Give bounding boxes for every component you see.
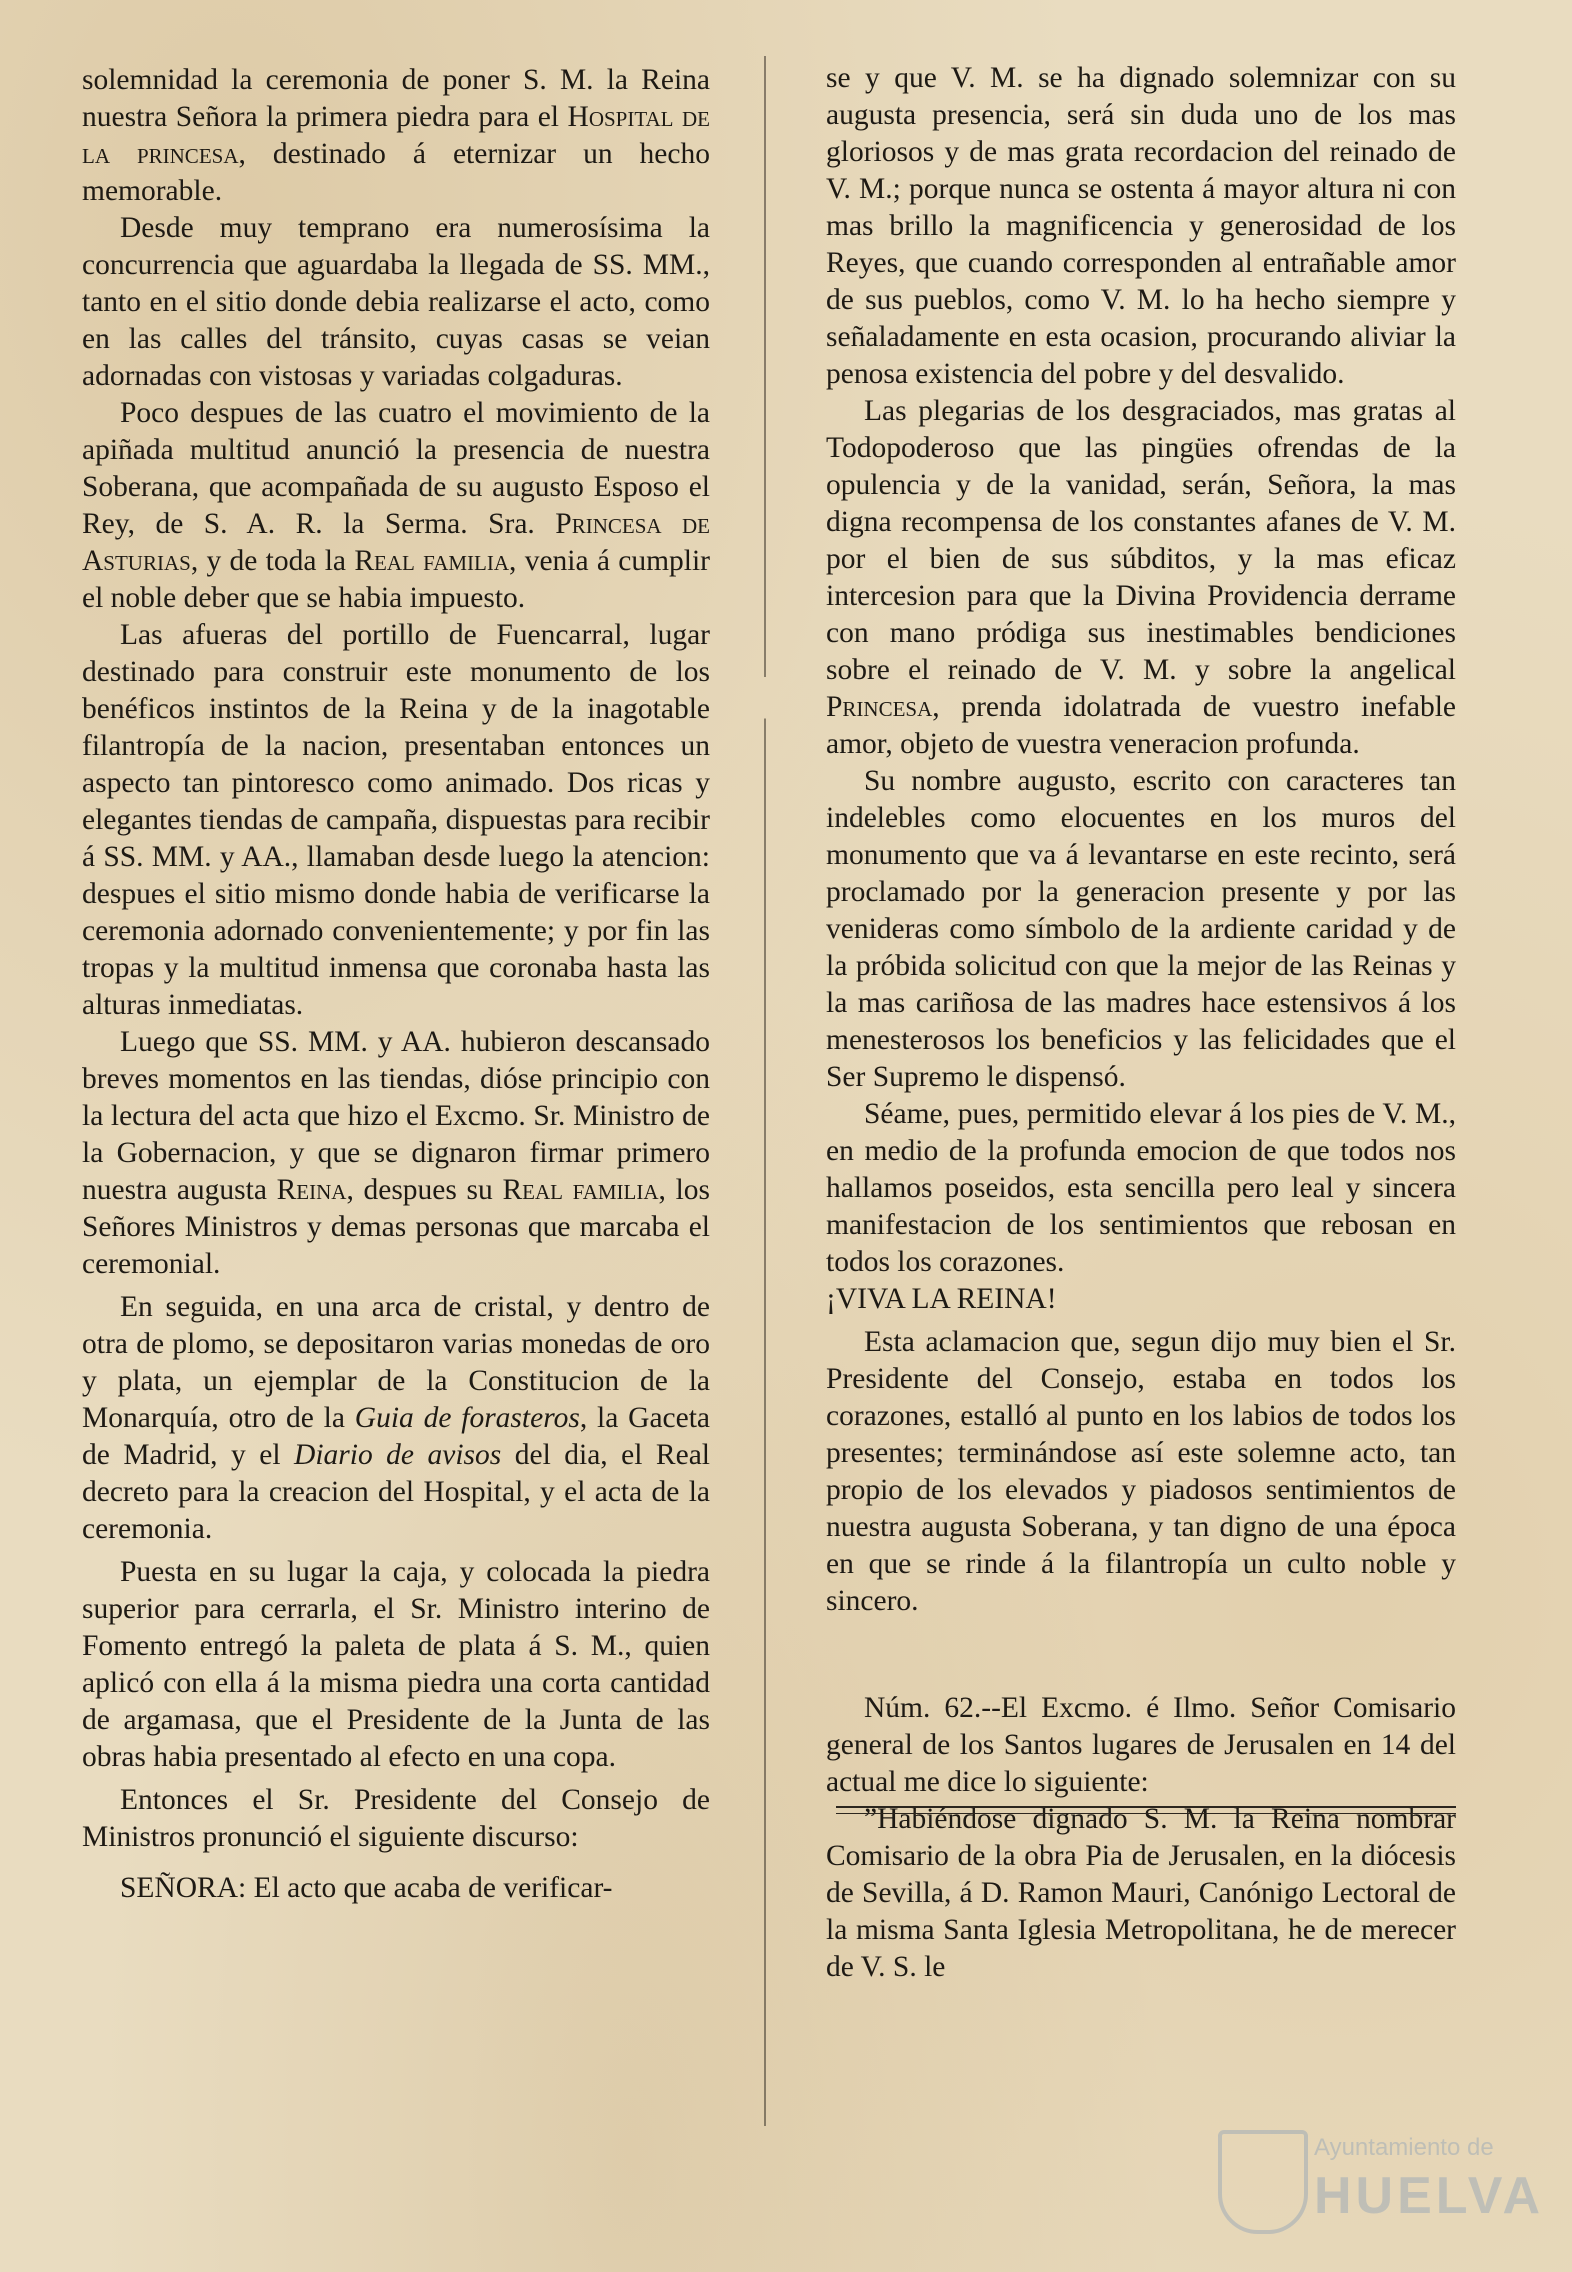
right-column <box>826 60 1456 1986</box>
watermark-line2: HUELVA <box>1314 2167 1545 2225</box>
left-column <box>82 62 710 1907</box>
paragraph: se y que V. M. se ha dignado solemnizar con su augusta presencia, será sin duda uno de los mas gloriosos y de mas grata recordacion del reinado de V. M.; porque nunca se ostenta á mayor altura ni con mas brillo la magnificencia y generosidad de los Reyes, que cuando corresponden al entrañable amor de sus pueblos, como V. M. lo ha hecho siempre y señaladamente en esta ocasion, procurando aliviar la penosa existencia del pobre y del desvalido. <box>826 62 1456 390</box>
paragraph: solemnidad la ceremonia de poner S. M. la Reina nuestra Señora la primera piedra para el Hospital de la princesa, destinado á eternizar un hecho memorable. <box>82 64 710 207</box>
watermark-line1: Ayuntamiento de <box>1314 2134 1494 2161</box>
paragraph: Séame, pues, permitido elevar á los pies de V. M., en medio de la profunda emocion de que todos nos hallamos poseidos, esta sencilla pero leal y sincera manifestacion de los sentimientos que rebosan en todos los corazones. <box>826 1098 1456 1278</box>
column-divider <box>764 56 766 2126</box>
paragraph: Luego que SS. MM. y AA. hubieron descansado breves momentos en las tiendas, dióse principio con la lectura del acta que hizo el Excmo. Sr. Ministro de la Gobernacion, y que se dignaron firmar primero nuestra augusta Reina, despues su Real familia, los Señores Ministros y demas personas que marcaba el ceremonial. <box>82 1026 710 1280</box>
section-rule <box>836 1806 1456 1814</box>
paragraph: Las afueras del portillo de Fuencarral, lugar destinado para construir este monumento de los benéficos instintos de la Reina y de la inagotable filantropía de la nacion, presentaban entonces un aspecto tan pintoresco como animado. Dos ricas y elegantes tiendas de campaña, dispuestas para recibir á SS. MM. y AA., llamaban desde luego la atencion: despues el sitio mismo donde habia de verificarse la ceremonia adornado convenientemente; y por fin las tropas y la multitud inmensa que coronaba hasta las alturas inmediatas. <box>82 619 710 1021</box>
paragraph: Desde muy temprano era numerosísima la concurrencia que aguardaba la llegada de SS. MM., tanto en el sitio donde debia realizarse el acto, como en las calles del tránsito, cuyas casas se veian adornadas con vistosas y variadas colgaduras. <box>82 212 710 392</box>
speech-opening: SEÑORA: El acto que acaba de verificar- <box>120 1872 613 1904</box>
shield-icon <box>1218 2130 1308 2234</box>
paragraph: Su nombre augusto, escrito con caracteres tan indelebles como elocuentes en los muros del monumento que va á levantarse en este recinto, será proclamado por la generacion presente y por las venideras como símbolo de la ardiente caridad y de la próbida solicitud con que la mejor de las Reinas y la mas cariñosa de las madres hace estensivos á los menesterosos los beneficios y las felicidades que el Ser Supremo le dispensó. <box>826 765 1456 1093</box>
paragraph: Poco despues de las cuatro el movimiento de la apiñada multitud anunció la presencia de nuestra Soberana, que acompañada de su augusto Esposo el Rey, de S. A. R. la Serma. Sra. Princesa de Asturias, y de toda la Real familia, venia á cumplir el noble deber que se habia impuesto. <box>82 397 711 614</box>
paragraph: Las plegarias de los desgraciados, mas gratas al Todopoderoso que las pingües ofrendas de la opulencia y de la vanidad, serán, Señora, la mas digna recompensa de los constantes afanes de V. M. por el bien de sus súbditos, y la mas eficaz intercesion para que la Divina Providencia derrame con mano pródiga sus inestimables bendiciones sobre el reinado de V. M. y sobre la angelical Princesa, prenda idolatrada de vuestro inefable amor, objeto de vuestra veneracion profunda. <box>826 395 1456 760</box>
paragraph: Esta aclamacion que, segun dijo muy bien el Sr. Presidente del Consejo, estaba en todos los corazones, estalló al punto en los labios de todos los presentes; terminándose así este solemne acto, tan propio de los elevados y piadosos sentimientos de nuestra augusta Soberana, y tan digno de una época en que se rinde á la filantropía un culto noble y sincero. <box>826 1326 1456 1617</box>
paragraph: Núm. 62.--El Excmo. é Ilmo. Señor Comisario general de los Santos lugares de Jerusalen en 14 del actual me dice lo siguiente: <box>826 1692 1456 1798</box>
watermark <box>1218 2124 1545 2234</box>
acclamation: ¡VIVA LA REINA! <box>826 1283 1057 1315</box>
paragraph: ”Habiéndose dignado S. M. la Reina nombrar Comisario de la obra Pia de Jerusalen, en la diócesis de Sevilla, á D. Ramon Mauri, Canónigo Lectoral de la misma Santa Iglesia Metropolitana, he de merecer de V. S. le <box>826 1803 1456 1983</box>
paragraph: Puesta en su lugar la caja, y colocada la piedra superior para cerrarla, el Sr. Ministro interino de Fomento entregó la paleta de plata á S. M., quien aplicó con ella á la misma piedra una corta cantidad de argamasa, que el Presidente de la Junta de las obras habia presentado al efecto en una copa. <box>82 1556 710 1773</box>
paragraph: En seguida, en una arca de cristal, y dentro de otra de plomo, se depositaron varias monedas de oro y plata, un ejemplar de la Constitucion de la Monarquía, otro de la Guia de forasteros, la Gaceta de Madrid, y el Diario de avisos del dia, el Real decreto para la creacion del Hospital, y el acta de la ceremonia. <box>82 1291 711 1545</box>
paragraph: Entonces el Sr. Presidente del Consejo de Ministros pronunció el siguiente discurso: <box>82 1784 710 1853</box>
